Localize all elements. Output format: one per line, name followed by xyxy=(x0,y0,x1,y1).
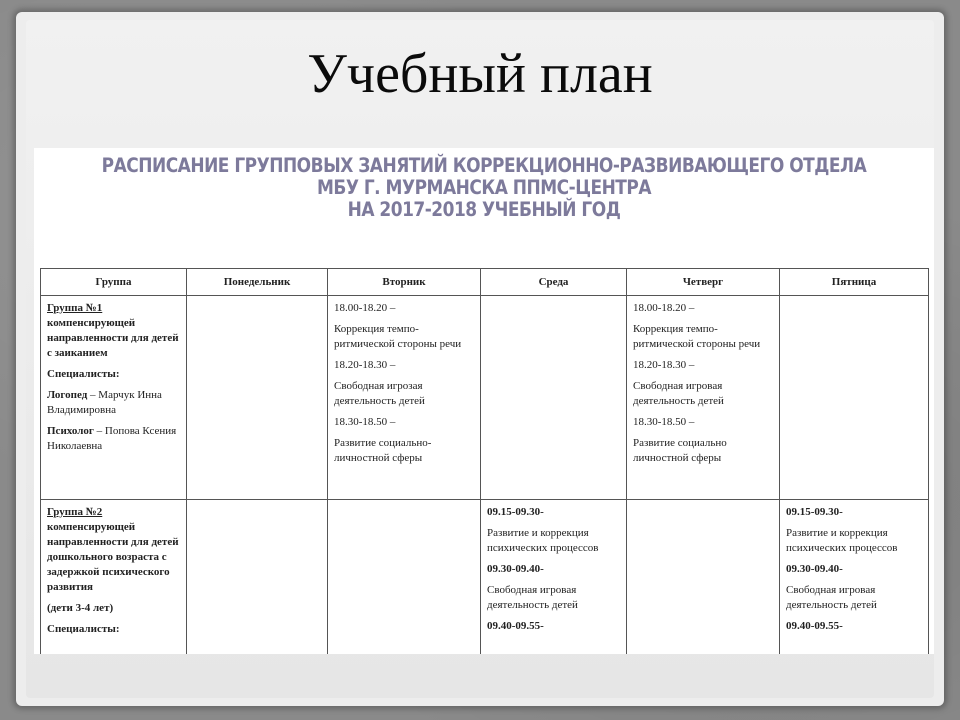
g2-fri-time-1: 09.15-09.30- xyxy=(786,506,843,518)
group2-name: Группа №2 xyxy=(47,506,103,518)
group2-tuesday-cell xyxy=(328,500,481,655)
group1-wednesday-cell xyxy=(481,296,627,500)
heading-line-2: МБУ Г. МУРМАНСКА ППМС-ЦЕНТРА xyxy=(316,176,652,200)
g1-tue-activity-1: Коррекция темпо-ритмической стороны речи xyxy=(334,323,462,350)
heading-line-1: РАСПИСАНИЕ ГРУППОВЫХ ЗАНЯТИЙ КОРРЕКЦИОННО-РАЗВИВАЮЩЕГО ОТДЕЛА xyxy=(101,154,867,178)
document-heading xyxy=(34,156,934,222)
g2-wed-time-3: 09.40-09.55- xyxy=(487,620,544,632)
group1-friday-cell xyxy=(780,296,929,500)
group1-cell xyxy=(41,296,187,500)
g2-wed-time-1: 09.15-09.30- xyxy=(487,506,544,518)
group1-specialists-label: Специалисты: xyxy=(47,368,120,380)
heading-line-3: НА 2017-2018 УЧЕБНЫЙ ГОД xyxy=(347,198,621,222)
group2-cell xyxy=(41,500,187,655)
group1-desc: компенсирующей направленности для детей с заиканием xyxy=(47,317,179,359)
group1-name: Группа №1 xyxy=(47,302,103,314)
g1-thu-time-1: 18.00-18.20 – xyxy=(633,302,695,314)
g1-tue-time-1: 18.00-18.20 – xyxy=(334,302,396,314)
g1-thu-activity-3: Развитие социально личностной сферы xyxy=(633,437,727,464)
g2-fri-activity-2: Свободная игровая деятельность детей xyxy=(786,584,877,611)
group2-wednesday-cell xyxy=(481,500,627,655)
g2-wed-time-2: 09.30-09.40- xyxy=(487,563,544,575)
group1-spec1-role: Логопед xyxy=(47,389,88,401)
group2-specialists-label: Специалисты: xyxy=(47,623,120,635)
schedule-document xyxy=(34,148,934,654)
group1-spec2-role: Психолог xyxy=(47,425,94,437)
g1-thu-time-3: 18.30-18.50 – xyxy=(633,416,695,428)
group1-monday-cell xyxy=(187,296,328,500)
group2-age: (дети 3-4 лет) xyxy=(47,602,114,614)
group1-thursday-cell xyxy=(627,296,780,500)
header-friday: Пятница xyxy=(780,269,929,296)
table-row xyxy=(41,500,929,655)
group2-desc: компенсирующей направленности для детей дошкольного возраста с задержкой психического развития xyxy=(47,521,179,593)
g1-tue-time-2: 18.20-18.30 – xyxy=(334,359,396,371)
g2-fri-activity-1: Развитие и коррекция психических процессов xyxy=(786,527,898,554)
group2-monday-cell xyxy=(187,500,328,655)
g1-tue-activity-2: Свободная игрозая деятельность детей xyxy=(334,380,425,407)
header-thursday: Четверг xyxy=(627,269,780,296)
table-row xyxy=(41,296,929,500)
g1-tue-activity-3: Развитие социально-личностной сферы xyxy=(334,437,432,464)
g1-tue-time-3: 18.30-18.50 – xyxy=(334,416,396,428)
group2-thursday-cell xyxy=(627,500,780,655)
header-group: Группа xyxy=(41,269,187,296)
g1-thu-activity-2: Свободная игровая деятельность детей xyxy=(633,380,724,407)
g2-wed-activity-1: Развитие и коррекция психических процессов xyxy=(487,527,599,554)
group1-spec2-name: – Попова Ксения Николаевна xyxy=(47,425,177,452)
group2-friday-cell xyxy=(780,500,929,655)
g1-thu-activity-1: Коррекция темпо-ритмической стороны речи xyxy=(633,323,761,350)
group1-tuesday-cell xyxy=(328,296,481,500)
header-wednesday: Среда xyxy=(481,269,627,296)
g2-fri-time-2: 09.30-09.40- xyxy=(786,563,843,575)
header-tuesday: Вторник xyxy=(328,269,481,296)
g2-wed-activity-2: Свободная игровая деятельность детей xyxy=(487,584,578,611)
header-monday: Понедельник xyxy=(187,269,328,296)
group1-spec1-name: – Марчук Инна Владимировна xyxy=(47,389,162,416)
schedule-table xyxy=(40,268,929,654)
table-header-row xyxy=(41,269,929,296)
slide-title: Учебный план xyxy=(307,43,653,105)
g2-fri-time-3: 09.40-09.55- xyxy=(786,620,843,632)
g1-thu-time-2: 18.20-18.30 – xyxy=(633,359,695,371)
